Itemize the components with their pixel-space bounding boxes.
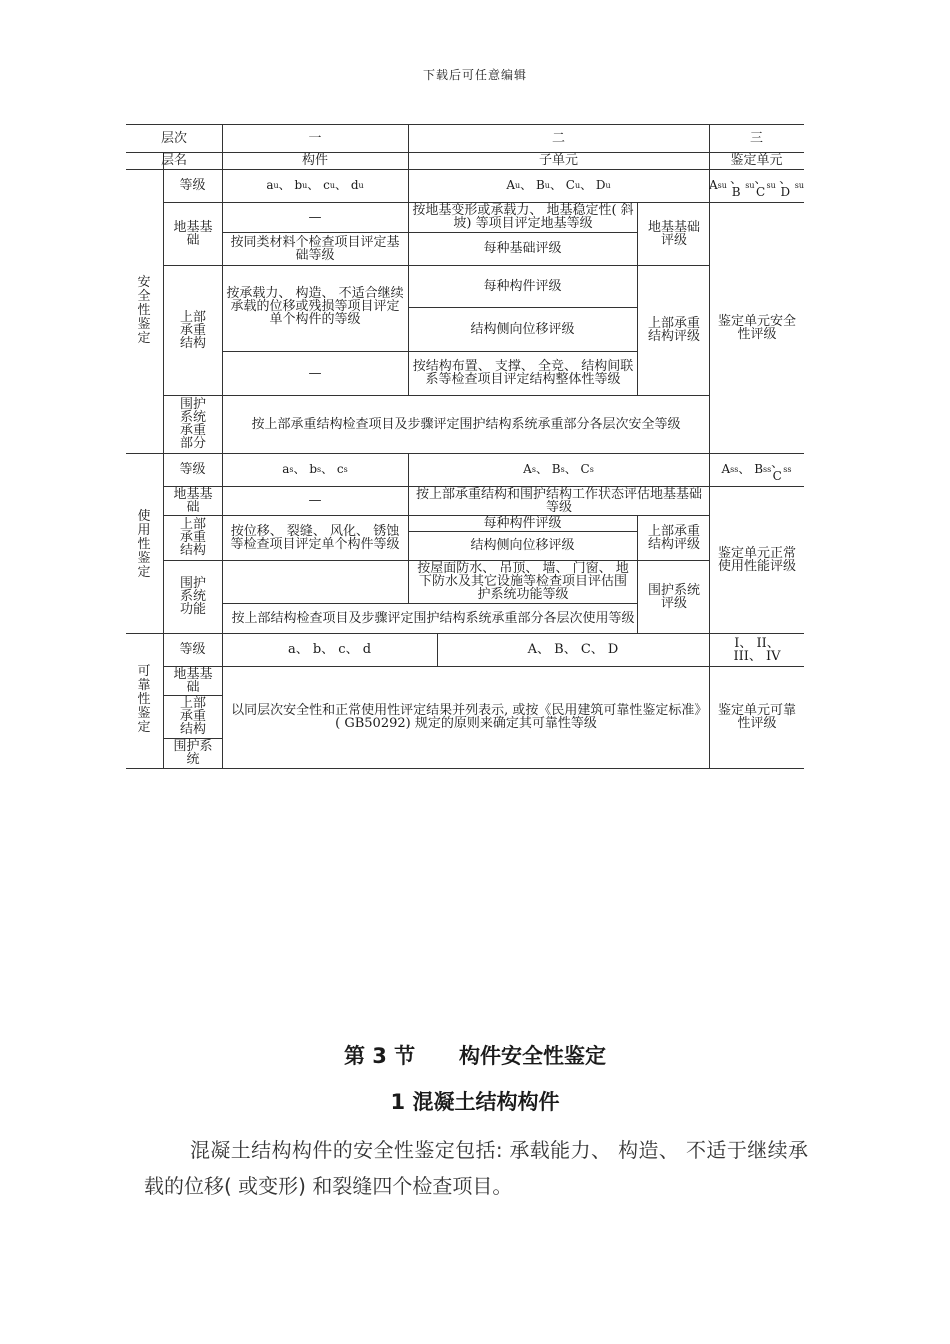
- service-grade-component: a s 、 b s 、 c s: [282, 462, 348, 476]
- service-upper-label: 上部承重结构: [179, 517, 206, 558]
- reliability-text: 以同层次安全性和正常使用性评定结果并列表示, 或按《民用建筑可靠性鉴定标准》( GB50292) 规定的原则来确定其可靠性等级: [231, 703, 701, 731]
- safety-upper-component: 按承载力、 构造、 不适合继续承载的位移或残损等项目评定单个构件的等级: [226, 286, 404, 327]
- section-title: 第 3 节 构件安全性鉴定: [343, 1044, 607, 1068]
- service-upper-drift: 结构侧向位移评级: [470, 538, 575, 553]
- safety-grade-subunit: A u 、 B u 、 C u 、 D u: [506, 178, 611, 192]
- service-grade-subunit: A s 、 B s 、 C s: [523, 462, 594, 476]
- service-grade-label: 等级: [179, 462, 206, 477]
- service-foundation-label: 地基基础: [173, 486, 213, 515]
- safety-upper-rate: 上部承重结构评级: [647, 316, 700, 344]
- service-foundation-text: 按上部承重结构和围护结构工作状态评估地基基础等级: [415, 486, 702, 515]
- body-paragraph: 混凝土结构构件的安全性鉴定包括: 承载能力、 构造、 不适于继续承载的位移( 或变形) 和裂缝四个检查项目。: [144, 1138, 808, 1198]
- header-level-two: 二: [551, 130, 565, 146]
- safety-upper-whole: 按结构布置、 支撑、 全竞、 结构间联系等检查项目评定结构整体性等级: [412, 359, 634, 387]
- reliability-section-label: 可靠性鉴定: [137, 664, 151, 735]
- safety-grade-unit: A su 、 B su 、 C su 、 D su: [709, 171, 804, 199]
- subsection-title: 1 混凝土结构构件: [390, 1090, 560, 1114]
- safety-foundation-dash: —: [308, 209, 322, 225]
- safety-enclosure-label: 围护系统承重部分: [179, 397, 206, 451]
- service-upper-rate: 上部承重结构评级: [647, 523, 700, 552]
- service-upper-component: 按位移、 裂缝、 风化、 锈蚀等检查项目评定单个构件等级: [230, 523, 400, 552]
- header-level-one: 一: [308, 130, 322, 146]
- safety-section-label: 安全性鉴定: [137, 275, 151, 346]
- service-enclosure-item: 按屋面防水、 吊顶、 墙、 门窗、 地下防水及其它设施等检查项目评估围护系统功能等级: [417, 561, 629, 602]
- safety-foundation-rate: 地基基础评级: [647, 219, 700, 248]
- safety-enclosure-text: 按上部承重结构检查项目及步骤评定围护结构系统承重部分各层次安全等级: [251, 416, 681, 432]
- service-enclosure-rate: 围护系统评级: [647, 582, 700, 611]
- reliability-grade-label: 等级: [179, 642, 206, 657]
- page-header: 下载后可任意编辑: [422, 68, 527, 82]
- safety-upper-dash: —: [308, 365, 322, 381]
- service-section-label: 使用性鉴定: [137, 509, 151, 580]
- service-unit-rate: 鉴定单元正常使用性能评级: [717, 545, 796, 574]
- header-unit: 鉴定单元: [730, 153, 783, 168]
- header-subunit: 子单元: [538, 153, 578, 168]
- reliability-foundation-label: 地基基础: [173, 666, 213, 695]
- service-grade-unit: A ss 、 B ss 、 C ss: [721, 455, 792, 483]
- service-upper-each: 每种构件评级: [483, 515, 562, 531]
- header-level: 层次: [160, 130, 187, 146]
- safety-foundation-label: 地基基础: [173, 219, 213, 248]
- header-component: 构件: [301, 153, 328, 168]
- reliability-enclosure-label: 围护系统: [173, 739, 213, 767]
- reliability-grade-component: a、 b、 c、 d: [287, 642, 372, 657]
- safety-grade-component: a u 、 b u 、 c u 、 d u: [266, 178, 364, 192]
- header-name: 层名: [160, 153, 187, 168]
- reliability-grade-subunit: A、 B、 C、 D: [527, 642, 619, 657]
- safety-foundation-item: 按地基变形或承载力、 地基稳定性( 斜坡) 等项目评定地基等级: [412, 203, 634, 231]
- safety-foundation-component: 按同类材料个检查项目评定基础等级: [230, 234, 400, 263]
- service-foundation-dash: —: [308, 493, 322, 508]
- service-enclosure-label: 围护系统功能: [179, 576, 206, 617]
- reliability-unit-rate: 鉴定单元可靠性评级: [717, 703, 796, 731]
- safety-upper-drift: 结构侧向位移评级: [470, 321, 575, 337]
- safety-upper-each: 每种构件评级: [483, 278, 562, 294]
- reliability-grade-unit: I、 II、 III、 IV: [733, 635, 781, 664]
- header-level-three: 三: [749, 130, 763, 146]
- safety-upper-label: 上部承重结构: [179, 309, 206, 351]
- reliability-upper-label: 上部承重结构: [179, 696, 206, 737]
- service-enclosure-text: 按上部结构检查项目及步骤评定围护结构系统承重部分各层次使用等级: [231, 610, 635, 626]
- safety-grade-label: 等级: [179, 178, 206, 193]
- safety-unit-rate: 鉴定单元安全性评级: [717, 313, 796, 342]
- safety-foundation-each: 每种基础评级: [483, 241, 562, 256]
